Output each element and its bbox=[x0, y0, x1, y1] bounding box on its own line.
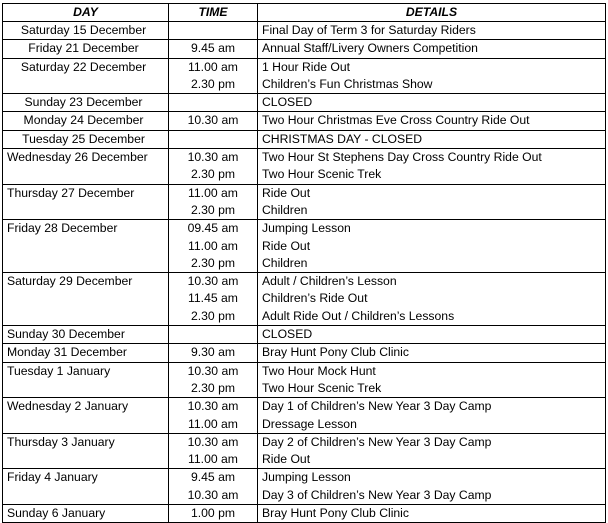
day-cell: Thursday 3 January bbox=[3, 433, 169, 469]
details-cell bbox=[258, 220, 606, 273]
detail-entry: Ride Out bbox=[262, 238, 311, 253]
detail-entry: 1 Hour Ride Out bbox=[262, 59, 351, 74]
time-cell bbox=[169, 58, 258, 94]
time-cell bbox=[169, 505, 258, 523]
time-entry: 9.30 am bbox=[190, 345, 236, 360]
details-cell bbox=[258, 40, 606, 58]
time-cell bbox=[169, 326, 258, 344]
details-cell bbox=[258, 130, 606, 148]
detail-entry: Final Day of Term 3 for Saturday Riders bbox=[262, 23, 476, 37]
detail-entry: Two Hour St Stephens Day Cross Country Ride Out bbox=[262, 150, 542, 165]
time-entry: 10.30 am bbox=[187, 363, 239, 378]
time-cell bbox=[169, 344, 258, 362]
details-cell bbox=[258, 112, 606, 130]
detail-entry: Jumping Lesson bbox=[262, 221, 351, 236]
details-cell bbox=[258, 149, 606, 185]
table-row bbox=[3, 22, 606, 40]
time-entry: 10.30 am bbox=[187, 487, 239, 502]
time-entry: 2.30 pm bbox=[190, 202, 236, 217]
time-entry: 10.30 am bbox=[187, 434, 239, 449]
time-entry bbox=[173, 326, 253, 343]
time-entry: 9.45 am bbox=[190, 41, 236, 56]
detail-entry: Children bbox=[262, 202, 308, 217]
day-cell: Sunday 23 December bbox=[3, 94, 169, 112]
day-cell: Tuesday 25 December bbox=[3, 130, 169, 148]
time-cell bbox=[169, 398, 258, 434]
time-entry bbox=[173, 131, 253, 148]
time-entry: 11.00 am bbox=[188, 185, 238, 200]
details-cell bbox=[258, 273, 606, 326]
details-cell bbox=[258, 94, 606, 112]
time-entry: 11.00 am bbox=[188, 59, 238, 74]
details-cell bbox=[258, 362, 606, 398]
details-cell bbox=[258, 58, 606, 94]
day-cell: Wednesday 2 January bbox=[3, 398, 169, 434]
day-cell: Friday 28 December bbox=[3, 220, 169, 273]
time-cell bbox=[169, 112, 258, 130]
time-cell bbox=[169, 22, 258, 40]
table-row bbox=[3, 220, 606, 273]
time-cell bbox=[169, 220, 258, 273]
time-entry: 10.30 am bbox=[187, 150, 239, 165]
detail-entry: Adult / Children’s Lesson bbox=[262, 274, 397, 289]
detail-entry: Ride Out bbox=[262, 185, 311, 200]
table-row bbox=[3, 326, 606, 344]
time-entry bbox=[173, 94, 253, 111]
time-entry: 10.30 am bbox=[187, 113, 239, 128]
header-day: DAY bbox=[3, 4, 169, 22]
time-entry: 10.30 am bbox=[187, 274, 239, 289]
details-cell bbox=[258, 398, 606, 434]
detail-entry: Two Hour Scenic Trek bbox=[262, 380, 382, 395]
time-cell bbox=[169, 273, 258, 326]
time-cell bbox=[169, 40, 258, 58]
details-cell bbox=[258, 344, 606, 362]
header-time: TIME bbox=[169, 4, 258, 22]
table-row bbox=[3, 362, 606, 398]
detail-entry: Day 3 of Children’s New Year 3 Day Camp bbox=[262, 487, 492, 502]
time-cell bbox=[169, 130, 258, 148]
time-entry: 11.00 am bbox=[188, 416, 238, 431]
time-cell bbox=[169, 94, 258, 112]
detail-entry: Adult Ride Out / Children’s Lessons bbox=[262, 308, 455, 323]
time-entry bbox=[173, 22, 253, 39]
table-row bbox=[3, 273, 606, 326]
schedule-table bbox=[2, 3, 606, 523]
detail-entry: Children bbox=[262, 255, 308, 270]
time-cell bbox=[169, 433, 258, 469]
table-row bbox=[3, 149, 606, 185]
day-cell: Tuesday 1 January bbox=[3, 362, 169, 398]
details-cell bbox=[258, 469, 606, 505]
detail-entry: Children’s Fun Christmas Show bbox=[262, 76, 433, 91]
day-cell: Friday 21 December bbox=[3, 40, 169, 58]
day-cell: Friday 4 January bbox=[3, 469, 169, 505]
day-cell: Thursday 27 December bbox=[3, 184, 169, 220]
time-cell bbox=[169, 469, 258, 505]
time-entry: 2.30 pm bbox=[190, 76, 236, 91]
detail-entry: Bray Hunt Pony Club Clinic bbox=[262, 506, 409, 521]
table-row bbox=[3, 112, 606, 130]
details-cell bbox=[258, 505, 606, 523]
details-cell bbox=[258, 22, 606, 40]
table-row bbox=[3, 398, 606, 434]
schedule-body bbox=[3, 22, 606, 523]
detail-entry: Day 2 of Children’s New Year 3 Day Camp bbox=[262, 434, 492, 449]
day-cell: Monday 24 December bbox=[3, 112, 169, 130]
table-row bbox=[3, 40, 606, 58]
table-row bbox=[3, 58, 606, 94]
header-details: DETAILS bbox=[258, 4, 606, 22]
table-row bbox=[3, 184, 606, 220]
detail-entry: Jumping Lesson bbox=[262, 470, 351, 485]
day-cell: Saturday 15 December bbox=[3, 22, 169, 40]
time-entry: 1.00 pm bbox=[190, 506, 236, 521]
detail-entry: Annual Staff/Livery Owners Competition bbox=[262, 41, 478, 56]
time-entry: 9.45 am bbox=[190, 470, 236, 485]
table-row bbox=[3, 130, 606, 148]
table-row bbox=[3, 344, 606, 362]
details-cell bbox=[258, 184, 606, 220]
time-entry: 2.30 pm bbox=[190, 380, 236, 395]
day-cell: Saturday 29 December bbox=[3, 273, 169, 326]
time-entry: 09.45 am bbox=[187, 221, 239, 236]
detail-entry: Day 1 of Children’s New Year 3 Day Camp bbox=[262, 399, 492, 414]
detail-entry: Bray Hunt Pony Club Clinic bbox=[262, 345, 409, 360]
table-row bbox=[3, 433, 606, 469]
day-cell: Wednesday 26 December bbox=[3, 149, 169, 185]
day-cell: Sunday 6 January bbox=[3, 505, 169, 523]
detail-entry: Children’s Ride Out bbox=[262, 291, 368, 306]
day-cell: Saturday 22 December bbox=[3, 58, 169, 94]
time-entry: 11.00 am bbox=[188, 238, 238, 253]
detail-entry: Two Hour Mock Hunt bbox=[262, 363, 376, 378]
table-row bbox=[3, 469, 606, 505]
time-entry: 2.30 pm bbox=[190, 167, 236, 182]
detail-entry: Two Hour Scenic Trek bbox=[262, 167, 382, 182]
day-cell: Sunday 30 December bbox=[3, 326, 169, 344]
detail-entry: CLOSED bbox=[262, 327, 313, 342]
header-row bbox=[3, 4, 606, 22]
detail-entry: Dressage Lesson bbox=[262, 416, 357, 431]
details-cell bbox=[258, 326, 606, 344]
details-cell bbox=[258, 433, 606, 469]
time-cell bbox=[169, 362, 258, 398]
table-row bbox=[3, 94, 606, 112]
detail-entry: CLOSED bbox=[262, 95, 313, 110]
time-cell bbox=[169, 149, 258, 185]
time-entry: 11.00 am bbox=[188, 452, 238, 467]
time-entry: 2.30 pm bbox=[190, 255, 236, 270]
time-entry: 11.45 am bbox=[188, 291, 238, 306]
detail-entry: CHRISTMAS DAY - CLOSED bbox=[262, 131, 423, 146]
time-entry: 10.30 am bbox=[187, 399, 239, 414]
detail-entry: Two Hour Christmas Eve Cross Country Ride Out bbox=[262, 113, 530, 128]
time-entry: 2.30 pm bbox=[190, 308, 236, 323]
detail-entry: Ride Out bbox=[262, 452, 311, 467]
time-cell bbox=[169, 184, 258, 220]
table-row bbox=[3, 505, 606, 523]
day-cell: Monday 31 December bbox=[3, 344, 169, 362]
